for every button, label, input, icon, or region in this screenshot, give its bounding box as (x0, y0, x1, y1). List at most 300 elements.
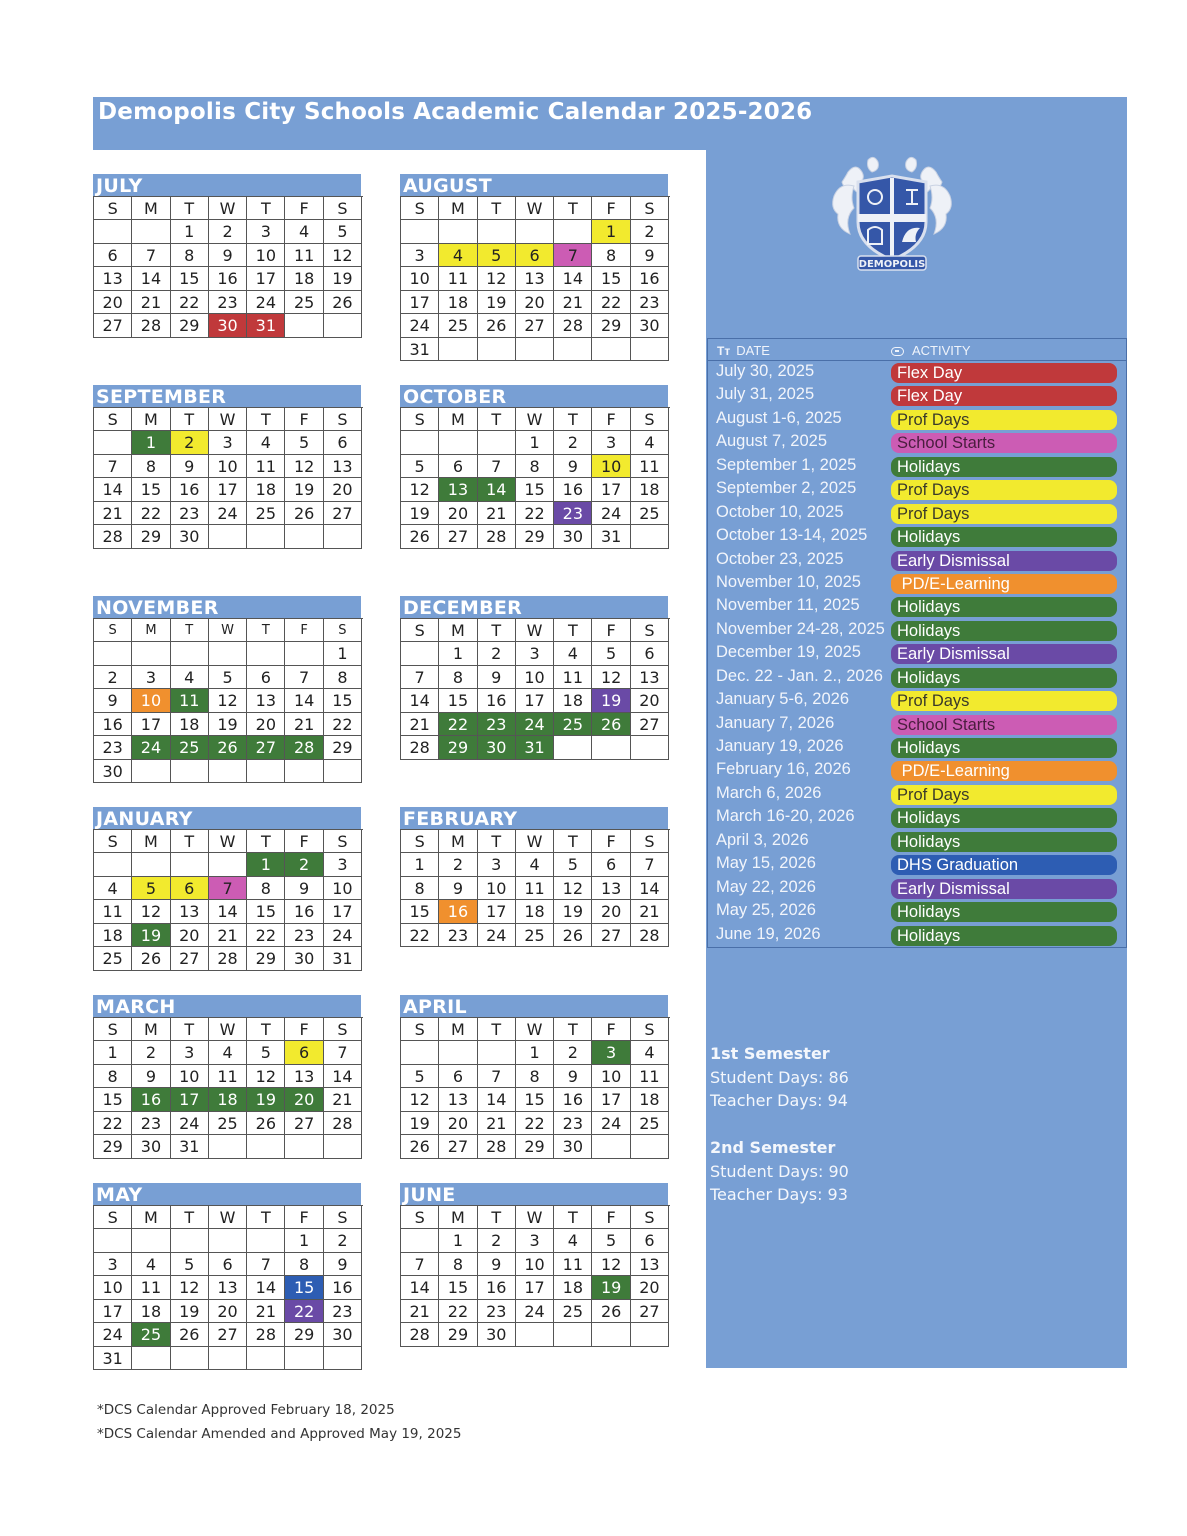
day-cell: 2 (554, 431, 592, 455)
day-cell: 30 (554, 1135, 592, 1159)
day-cell-holiday: 28 (285, 736, 323, 760)
day-cell: 27 (592, 924, 630, 948)
weekday-label: S (401, 408, 439, 431)
day-cell: 6 (439, 455, 477, 479)
weekday-label: F (592, 830, 630, 853)
activity-date: July 31, 2025 (716, 385, 815, 404)
activity-tag-holiday: Holidays (891, 808, 1117, 828)
day-cell: 25 (94, 947, 132, 971)
day-cell: 1 (401, 853, 439, 877)
day-cell: 29 (324, 736, 362, 760)
day-cell: 12 (401, 478, 439, 502)
day-cell: 3 (516, 1229, 554, 1253)
day-cell: 15 (324, 689, 362, 713)
day-cell: 28 (478, 525, 516, 549)
weekday-label: F (285, 197, 323, 220)
activity-tag-holiday: Holidays (891, 668, 1117, 688)
day-cell: 23 (439, 924, 477, 948)
day-cell: 27 (324, 502, 362, 526)
day-cell: 9 (132, 1065, 170, 1089)
empty-cell (285, 525, 323, 549)
day-cell: 24 (94, 1323, 132, 1347)
empty-cell (631, 338, 669, 362)
day-cell: 25 (516, 924, 554, 948)
activity-row (708, 549, 1126, 572)
day-cell: 14 (401, 1276, 439, 1300)
day-cell: 3 (132, 666, 170, 690)
day-cell: 21 (285, 713, 323, 737)
day-cell: 27 (516, 314, 554, 338)
day-cell: 14 (247, 1276, 285, 1300)
day-cell: 10 (94, 1276, 132, 1300)
day-cell: 22 (132, 502, 170, 526)
day-cell: 12 (478, 267, 516, 291)
empty-cell (247, 642, 285, 666)
day-cell: 28 (94, 525, 132, 549)
month-name: MARCH (93, 995, 361, 1017)
day-cell: 13 (94, 267, 132, 291)
day-cell: 13 (324, 455, 362, 479)
weekday-label: S (94, 1018, 132, 1041)
activity-date: November 11, 2025 (716, 596, 860, 615)
empty-cell (554, 338, 592, 362)
day-cell: 26 (554, 924, 592, 948)
day-cell: 15 (171, 267, 209, 291)
day-cell: 1 (285, 1229, 323, 1253)
day-cell: 6 (631, 642, 669, 666)
day-cell: 5 (285, 431, 323, 455)
day-cell: 16 (478, 689, 516, 713)
day-cell: 18 (285, 267, 323, 291)
activity-date: May 22, 2026 (716, 877, 816, 896)
activity-tag-flex: Flex Day (891, 363, 1117, 383)
day-cell: 23 (94, 736, 132, 760)
weekday-label: S (631, 408, 669, 431)
activity-tag-prof: Prof Days (891, 691, 1117, 711)
activity-row (708, 759, 1126, 782)
day-cell: 9 (631, 244, 669, 268)
day-cell: 18 (631, 478, 669, 502)
day-cell: 7 (478, 455, 516, 479)
day-cell: 11 (132, 1276, 170, 1300)
empty-cell (132, 1229, 170, 1253)
activity-tag-prof: Prof Days (891, 504, 1117, 524)
activity-date: September 1, 2025 (716, 455, 857, 474)
day-cell: 9 (324, 1253, 362, 1277)
day-cell: 17 (324, 900, 362, 924)
day-cell: 30 (94, 760, 132, 784)
day-cell: 29 (516, 525, 554, 549)
day-cell-holiday: 26 (592, 713, 630, 737)
month-march (93, 995, 361, 1159)
month-name: JANUARY (93, 807, 361, 829)
day-cell: 1 (324, 642, 362, 666)
month-january (93, 807, 361, 971)
day-cell: 13 (592, 877, 630, 901)
day-cell: 7 (631, 853, 669, 877)
day-cell: 20 (209, 1300, 247, 1324)
month-february (400, 807, 668, 947)
day-cell: 13 (439, 1088, 477, 1112)
day-cell-holiday: 19 (132, 924, 170, 948)
day-cell: 19 (209, 713, 247, 737)
day-cell: 26 (324, 291, 362, 315)
weekday-label: M (439, 197, 477, 220)
empty-cell (554, 220, 592, 244)
empty-cell (209, 642, 247, 666)
empty-cell (439, 1041, 477, 1065)
day-cell: 26 (401, 1135, 439, 1159)
day-cell: 2 (324, 1229, 362, 1253)
day-cell: 4 (554, 1229, 592, 1253)
empty-cell (94, 1229, 132, 1253)
activity-row (708, 713, 1126, 736)
day-cell: 16 (631, 267, 669, 291)
day-cell: 17 (132, 713, 170, 737)
day-cell: 1 (516, 431, 554, 455)
day-cell: 8 (94, 1065, 132, 1089)
day-cell: 28 (209, 947, 247, 971)
day-cell: 8 (592, 244, 630, 268)
text-type-icon: Tт (717, 344, 731, 358)
empty-cell (132, 642, 170, 666)
day-cell: 12 (554, 877, 592, 901)
day-cell: 23 (132, 1112, 170, 1136)
day-cell-holiday: 25 (554, 713, 592, 737)
activity-tag-early: Early Dismissal (891, 551, 1117, 571)
day-cell: 30 (324, 1323, 362, 1347)
day-cell: 25 (209, 1112, 247, 1136)
day-cell: 2 (631, 220, 669, 244)
day-cell: 25 (285, 291, 323, 315)
day-cell: 17 (401, 291, 439, 315)
day-cell: 5 (171, 1253, 209, 1277)
day-cell: 8 (516, 455, 554, 479)
day-cell: 21 (478, 502, 516, 526)
weekday-label: T (554, 1206, 592, 1229)
day-cell: 3 (324, 853, 362, 877)
day-cell: 23 (631, 291, 669, 315)
day-cell: 27 (94, 314, 132, 338)
day-cell-holiday: 24 (516, 713, 554, 737)
empty-cell (171, 1229, 209, 1253)
day-cell: 30 (478, 1323, 516, 1347)
day-cell-holiday: 14 (478, 478, 516, 502)
day-cell: 31 (324, 947, 362, 971)
day-cell: 4 (94, 877, 132, 901)
activity-tag-holiday: Holidays (891, 457, 1117, 477)
empty-cell (401, 220, 439, 244)
month-name: JUNE (400, 1183, 668, 1205)
day-cell: 21 (324, 1088, 362, 1112)
day-cell: 20 (171, 924, 209, 948)
day-cell: 13 (631, 1253, 669, 1277)
day-cell: 17 (516, 1276, 554, 1300)
weekday-label: S (94, 1206, 132, 1229)
day-cell: 17 (209, 478, 247, 502)
activity-tag-prof: Prof Days (891, 410, 1117, 430)
day-cell: 16 (554, 1088, 592, 1112)
day-cell: 24 (516, 1300, 554, 1324)
month-september (93, 385, 361, 549)
weekday-label: S (631, 1018, 669, 1041)
activity-tag-holiday: Holidays (891, 902, 1117, 922)
empty-cell (247, 1135, 285, 1159)
activity-row (708, 806, 1126, 829)
day-cell: 18 (516, 900, 554, 924)
empty-cell (401, 642, 439, 666)
activity-row (708, 431, 1126, 454)
month-grid (93, 196, 363, 338)
day-cell: 12 (209, 689, 247, 713)
page-title: Demopolis City Schools Academic Calendar 2025-2026 (98, 99, 813, 125)
day-cell-holiday: 17 (171, 1088, 209, 1112)
day-cell-holiday: 31 (516, 736, 554, 760)
weekday-label: W (516, 830, 554, 853)
weekday-label: S (324, 197, 362, 220)
day-cell: 27 (631, 1300, 669, 1324)
empty-cell (631, 1323, 669, 1347)
day-cell: 11 (209, 1065, 247, 1089)
activity-row (708, 361, 1126, 384)
day-cell: 20 (247, 713, 285, 737)
day-cell: 28 (401, 1323, 439, 1347)
empty-cell (401, 1229, 439, 1253)
day-cell: 17 (94, 1300, 132, 1324)
empty-cell (592, 338, 630, 362)
activity-date: May 25, 2026 (716, 901, 816, 920)
day-cell: 17 (592, 1088, 630, 1112)
day-cell: 10 (324, 877, 362, 901)
activity-row (708, 478, 1126, 501)
month-grid (93, 407, 363, 549)
weekday-label: W (516, 408, 554, 431)
weekday-label: F (592, 619, 630, 642)
weekday-label: F (285, 830, 323, 853)
activity-tag-holiday: Holidays (891, 926, 1117, 946)
activity-date: September 2, 2025 (716, 479, 857, 498)
day-cell: 5 (324, 220, 362, 244)
empty-cell (439, 338, 477, 362)
activity-row (708, 525, 1126, 548)
weekday-label: T (478, 1206, 516, 1229)
day-cell: 22 (247, 924, 285, 948)
weekday-label: M (439, 408, 477, 431)
day-cell-prof: 5 (132, 877, 170, 901)
activity-tag-early: Early Dismissal (891, 879, 1117, 899)
day-cell: 8 (324, 666, 362, 690)
activity-row (708, 408, 1126, 431)
weekday-label: W (209, 1206, 247, 1229)
footnote-approved: *DCS Calendar Approved February 18, 2025 (97, 1402, 395, 1418)
weekday-label: S (324, 830, 362, 853)
day-cell: 14 (554, 267, 592, 291)
day-cell: 13 (285, 1065, 323, 1089)
activity-tag-grad: DHS Graduation (891, 855, 1117, 875)
day-cell: 9 (94, 689, 132, 713)
day-cell: 23 (171, 502, 209, 526)
activity-date: January 5-6, 2026 (716, 690, 850, 709)
day-cell: 5 (401, 455, 439, 479)
day-cell-holiday: 20 (285, 1088, 323, 1112)
weekday-label: T (247, 619, 285, 642)
day-cell: 2 (94, 666, 132, 690)
weekday-label: T (554, 408, 592, 431)
month-name: FEBRUARY (400, 807, 668, 829)
day-cell: 8 (247, 877, 285, 901)
day-cell: 10 (516, 1253, 554, 1277)
day-cell: 16 (285, 900, 323, 924)
day-cell: 22 (516, 1112, 554, 1136)
weekday-label: T (171, 197, 209, 220)
day-cell: 19 (401, 1112, 439, 1136)
empty-cell (324, 760, 362, 784)
empty-cell (171, 1347, 209, 1371)
month-december (400, 596, 668, 760)
school-crest-icon (828, 152, 956, 280)
day-cell: 15 (439, 1276, 477, 1300)
day-cell: 28 (401, 736, 439, 760)
activity-tag-holiday: Holidays (891, 597, 1117, 617)
day-cell-holiday: 13 (439, 478, 477, 502)
empty-cell (209, 525, 247, 549)
day-cell: 24 (171, 1112, 209, 1136)
weekday-label: T (247, 1018, 285, 1041)
day-cell: 14 (401, 689, 439, 713)
day-cell-holiday: 1 (132, 431, 170, 455)
day-cell-early: 23 (554, 502, 592, 526)
day-cell: 18 (554, 1276, 592, 1300)
weekday-label: M (132, 1206, 170, 1229)
day-cell-holiday: 1 (247, 853, 285, 877)
day-cell: 9 (478, 1253, 516, 1277)
empty-cell (439, 220, 477, 244)
day-cell: 18 (631, 1088, 669, 1112)
weekday-label: T (478, 830, 516, 853)
day-cell: 4 (285, 220, 323, 244)
weekday-label: T (247, 1206, 285, 1229)
weekday-label: F (592, 408, 630, 431)
day-cell: 1 (439, 1229, 477, 1253)
empty-cell (209, 853, 247, 877)
day-cell: 21 (631, 900, 669, 924)
month-name: NOVEMBER (93, 596, 361, 618)
weekday-label: T (171, 830, 209, 853)
weekday-label: T (171, 1206, 209, 1229)
empty-cell (401, 1041, 439, 1065)
day-cell: 21 (401, 713, 439, 737)
day-cell: 4 (631, 431, 669, 455)
weekday-label: T (478, 1018, 516, 1041)
weekday-label: T (478, 619, 516, 642)
activity-date: March 6, 2026 (716, 783, 822, 802)
day-cell: 30 (554, 525, 592, 549)
day-cell-prof: 4 (439, 244, 477, 268)
empty-cell (554, 1323, 592, 1347)
day-cell: 9 (171, 455, 209, 479)
day-cell: 25 (631, 1112, 669, 1136)
weekday-label: T (247, 408, 285, 431)
month-grid (93, 1205, 363, 1370)
weekday-label: T (247, 197, 285, 220)
empty-cell (631, 1135, 669, 1159)
activity-row (708, 853, 1126, 876)
month-grid (400, 1205, 670, 1347)
day-cell: 4 (209, 1041, 247, 1065)
day-cell: 4 (132, 1253, 170, 1277)
empty-cell (285, 642, 323, 666)
activity-date: August 7, 2025 (716, 432, 828, 451)
empty-cell (554, 736, 592, 760)
day-cell: 22 (324, 713, 362, 737)
activity-row (708, 642, 1126, 665)
day-cell: 20 (324, 478, 362, 502)
day-cell-holiday: 19 (592, 1276, 630, 1300)
weekday-label: S (631, 619, 669, 642)
day-cell: 22 (171, 291, 209, 315)
day-cell: 14 (324, 1065, 362, 1089)
day-cell-holiday: 23 (478, 713, 516, 737)
day-cell: 29 (247, 947, 285, 971)
activity-date: December 19, 2025 (716, 643, 861, 662)
weekday-label: S (324, 619, 362, 642)
activity-row (708, 924, 1126, 947)
weekday-label: M (132, 197, 170, 220)
empty-cell (592, 1135, 630, 1159)
day-cell: 20 (94, 291, 132, 315)
activity-row (708, 877, 1126, 900)
weekday-label: S (94, 408, 132, 431)
day-cell: 19 (401, 502, 439, 526)
day-cell: 25 (554, 1300, 592, 1324)
day-cell-holiday: 26 (209, 736, 247, 760)
day-cell: 13 (171, 900, 209, 924)
month-grid (400, 196, 670, 361)
day-cell-early: 19 (592, 689, 630, 713)
activity-date: November 24-28, 2025 (716, 619, 885, 638)
activity-date: November 10, 2025 (716, 572, 861, 591)
activity-tag-holiday: Holidays (891, 621, 1117, 641)
day-cell: 27 (439, 1135, 477, 1159)
day-cell: 10 (401, 267, 439, 291)
day-cell: 9 (439, 877, 477, 901)
day-cell: 10 (209, 455, 247, 479)
day-cell-holiday: 24 (132, 736, 170, 760)
day-cell: 8 (171, 244, 209, 268)
activity-row (708, 619, 1126, 642)
weekday-label: S (94, 830, 132, 853)
activity-tag-pd: PD/E-Learning (891, 574, 1117, 594)
weekday-label: W (209, 619, 247, 642)
activity-row (708, 736, 1126, 759)
activity-date: October 10, 2025 (716, 502, 844, 521)
activity-row (708, 572, 1126, 595)
day-cell: 4 (516, 853, 554, 877)
empty-cell (516, 1323, 554, 1347)
weekday-label: F (592, 197, 630, 220)
day-cell: 4 (554, 642, 592, 666)
day-cell: 24 (247, 291, 285, 315)
day-cell: 6 (631, 1229, 669, 1253)
day-cell: 15 (247, 900, 285, 924)
day-cell: 28 (324, 1112, 362, 1136)
month-grid (93, 1017, 363, 1159)
month-name: MAY (93, 1183, 361, 1205)
day-cell: 21 (247, 1300, 285, 1324)
day-cell-pd: 16 (439, 900, 477, 924)
empty-cell (132, 760, 170, 784)
activity-table-header (708, 339, 1126, 361)
